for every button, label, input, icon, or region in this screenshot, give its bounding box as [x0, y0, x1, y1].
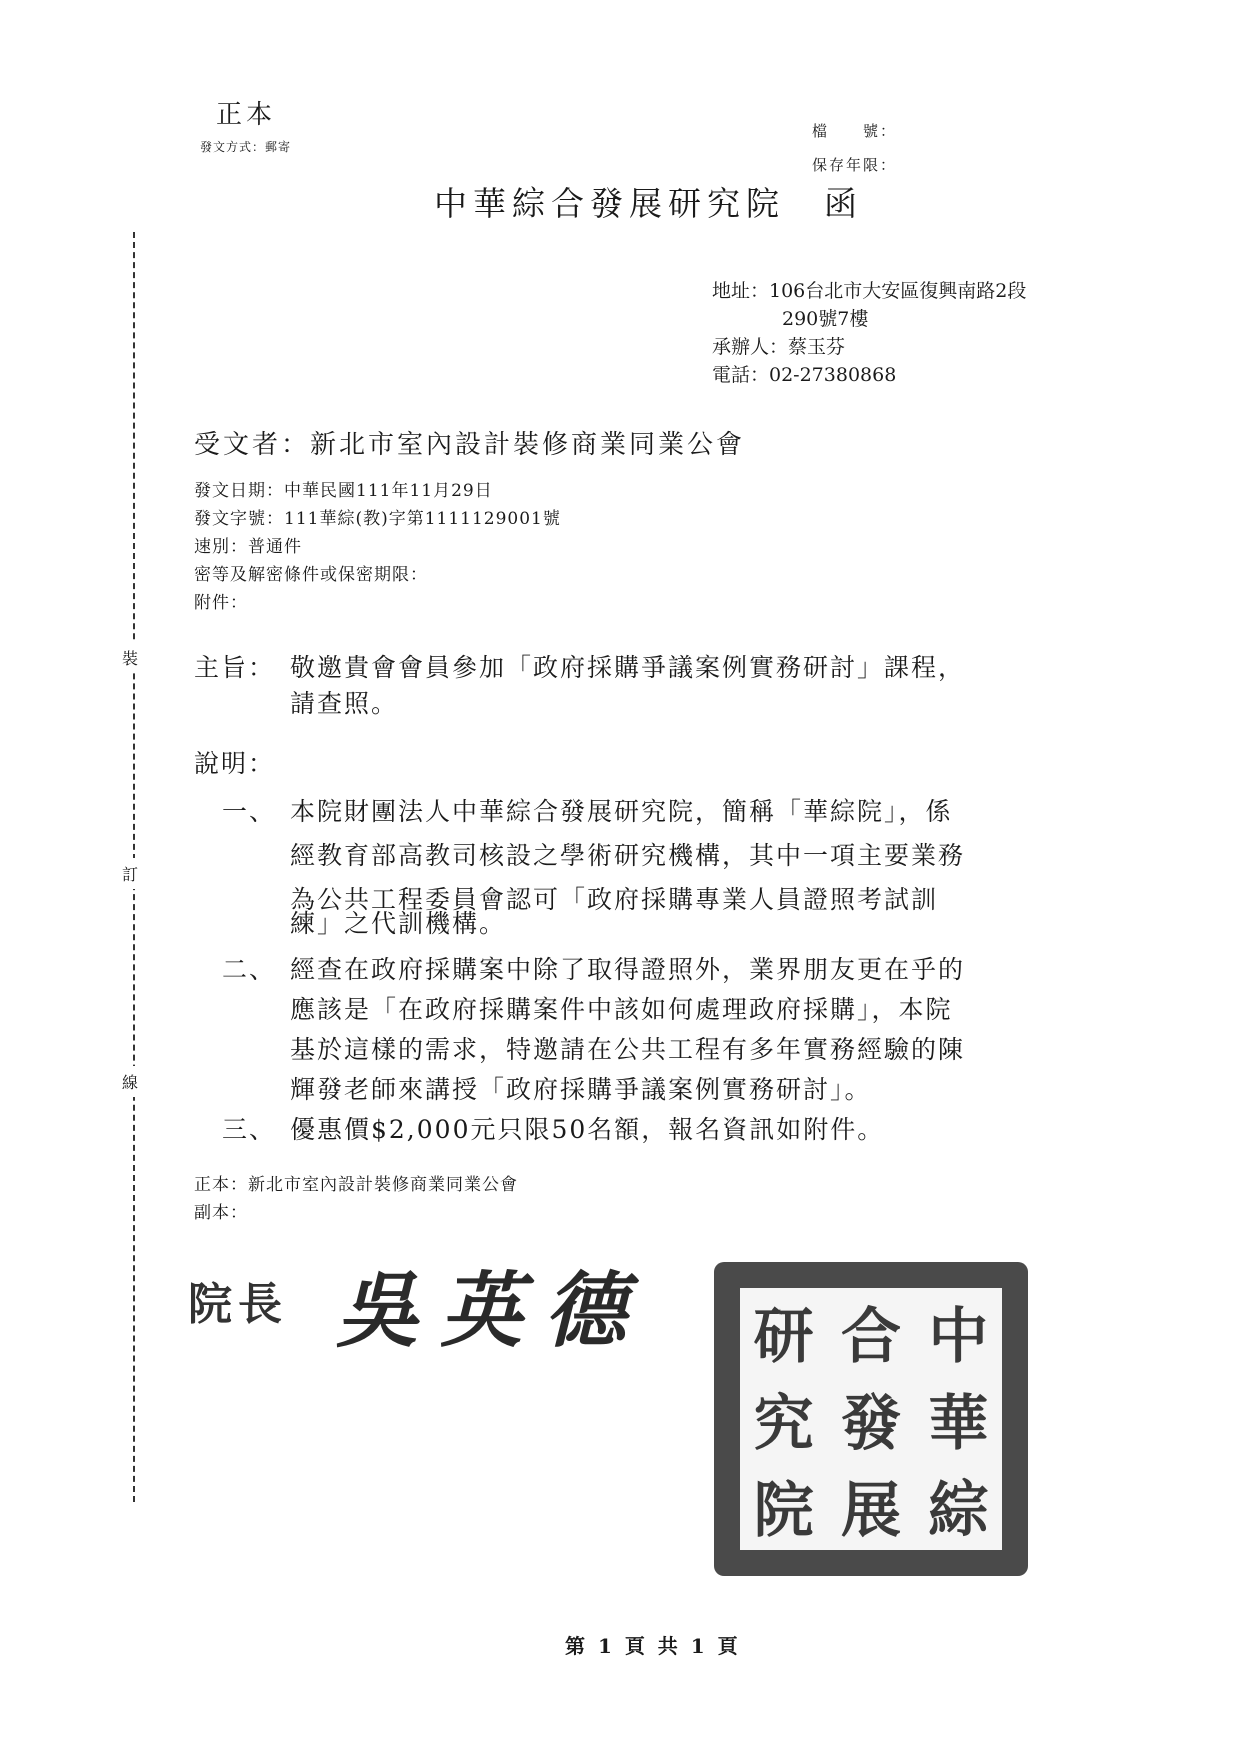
seal-char: 中 [928, 1301, 989, 1372]
subject-text-line1: 敬邀貴會會員參加「政府採購爭議案例實務研討」課程， [290, 653, 966, 682]
seal-char: 究 [753, 1388, 814, 1459]
seal-char: 院 [753, 1476, 814, 1547]
seal-char: 發 [840, 1388, 901, 1459]
carbon-copy-label: 副本： [194, 1203, 248, 1223]
signature-name: 吳英德 [336, 1263, 648, 1359]
send-method: 發文方式：郵寄 [200, 140, 292, 154]
description-item-line: 應該是「在政府採購案件中該如何處理政府採購」，本院 [290, 995, 953, 1024]
description-label: 說明： [194, 749, 276, 778]
description-item-number: 二、 [222, 955, 277, 984]
contact-address-line1: 地址：106台北市大安區復興南路2段 [712, 280, 1027, 302]
attachment-label: 附件： [194, 593, 248, 613]
description-item-number: 一、 [222, 797, 277, 826]
delivery-speed: 速別：普通件 [194, 537, 302, 557]
description-item-line: 為公共工程委員會認可「政府採購專業人員證照考試訓 [290, 885, 939, 914]
description-item-line: 輝發老師來講授「政府採購爭議案例實務研討」。 [290, 1075, 872, 1104]
seal-char: 展 [840, 1476, 901, 1547]
seal-char: 華 [928, 1388, 989, 1459]
description-item-number: 三、 [222, 1115, 277, 1144]
copy-type: 正本 [216, 100, 277, 130]
issue-date: 發文日期：中華民國111年11月29日 [194, 481, 493, 501]
binding-label-ding: 訂 [122, 858, 138, 889]
binding-label-zhuang: 裝 [122, 642, 138, 673]
binding-label-xian: 線 [122, 1066, 138, 1097]
secrecy-level: 密等及解密條件或保密期限： [194, 565, 428, 585]
recipient: 受文者：新北市室內設計裝修商業同業公會 [194, 430, 746, 460]
subject-label: 主旨： [194, 653, 276, 682]
official-seal [714, 1262, 1028, 1576]
signature-title: 院長 [188, 1279, 288, 1330]
description-item-line: 經查在政府採購案中除了取得證照外，業界朋友更在乎的 [290, 955, 966, 984]
seal-frame [740, 1288, 1002, 1550]
contact-address-line2: 290號7樓 [782, 308, 869, 330]
document-title: 中華綜合發展研究院 函 [434, 184, 863, 223]
seal-char: 合 [840, 1301, 901, 1372]
description-item-line: 優惠價$2,000元只限50名額，報名資訊如附件。 [290, 1115, 885, 1144]
description-item-line: 本院財團法人中華綜合發展研究院，簡稱「華綜院」，係 [290, 797, 953, 826]
retention-period-label: 保存年限： [812, 156, 898, 174]
subject-text-line2: 請查照。 [290, 689, 399, 718]
original-copy-recipient: 正本：新北市室內設計裝修商業同業公會 [194, 1175, 518, 1195]
seal-char: 綜 [928, 1476, 989, 1547]
seal-char: 研 [753, 1301, 814, 1372]
file-number-label: 檔 號： [812, 122, 898, 140]
document-number: 發文字號：111華綜(教)字第1111129001號 [194, 509, 561, 529]
description-item-line: 練」之代訓機構。 [290, 909, 507, 938]
page-number: 第 1 頁 共 1 頁 [565, 1634, 741, 1658]
description-item-line: 經教育部高教司核設之學術研究機構，其中一項主要業務 [290, 841, 966, 870]
description-item-line: 基於這樣的需求，特邀請在公共工程有多年實務經驗的陳 [290, 1035, 966, 1064]
contact-person: 承辦人：蔡玉芬 [712, 336, 846, 358]
contact-phone: 電話：02-27380868 [712, 364, 897, 386]
